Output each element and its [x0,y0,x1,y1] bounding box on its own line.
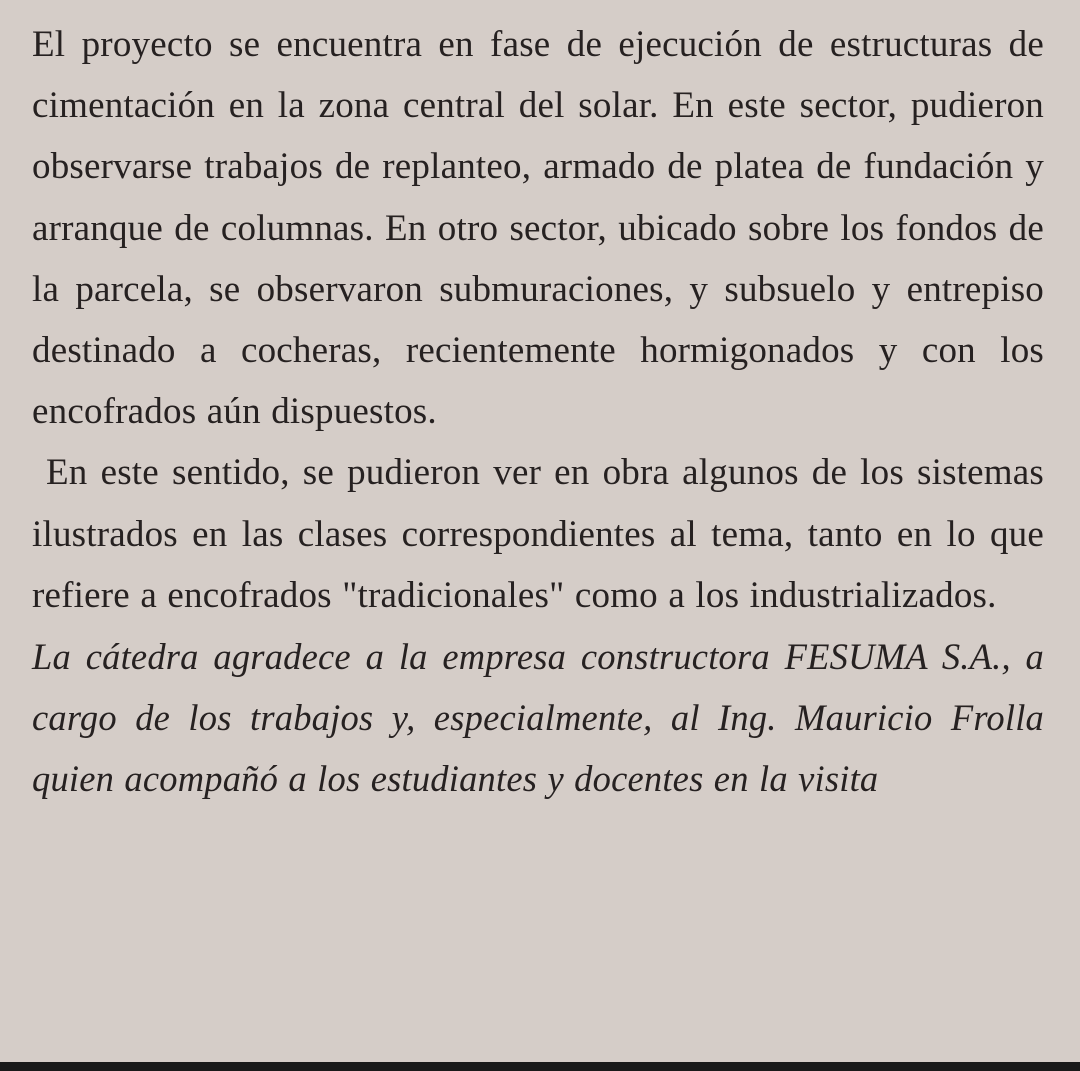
paragraph-project-status: El proyecto se encuentra en fase de ejecución de estructuras de cimentación en la zona central del solar. En este sector, pudieron observarse trabajos de replanteo, armado de platea de fundación y arranque de columnas. En otro sector, ubicado sobre los fondos de la parcela, se observaron submuraciones, y subsuelo y entrepiso destinado a cocheras, recientemente hormigonados y con los encofrados aún dispuestos. [32,24,1044,433]
paragraph-acknowledgement: La cátedra agradece a la empresa constructora FESUMA S.A., a cargo de los trabajos y, especialmente, al Ing. Mauricio Frolla quien acompañó a los estudiantes y docentes en la visita [32,636,1044,800]
bottom-divider [0,1062,1080,1071]
paragraph-formwork-systems: En este sentido, se pudieron ver en obra algunos de los sistemas ilustrados en las clases correspondientes al tema, tanto en lo que refiere a encofrados "tradicionales" como a los industrializados. [32,452,1044,616]
